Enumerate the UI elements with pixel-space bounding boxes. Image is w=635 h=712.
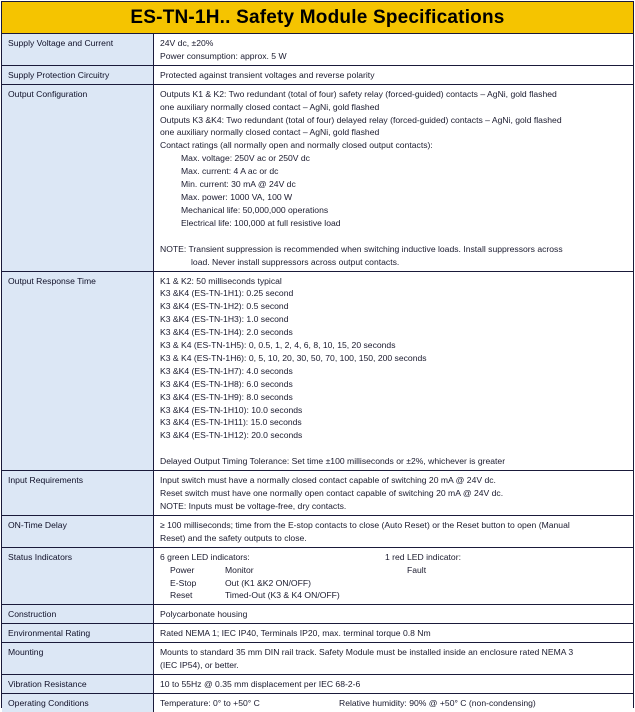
spec-line: K3 &K4 (ES-TN-1H11): 15.0 seconds [160, 417, 302, 428]
red-led-item: Fault [407, 564, 427, 575]
spec-line: K3 &K4 (ES-TN-1H1): 0.25 second [160, 288, 294, 299]
spec-line: K3 &K4 (ES-TN-1H12): 20.0 seconds [160, 430, 303, 441]
row-mounting [2, 643, 633, 675]
led-row [160, 564, 627, 603]
spec-line: Outputs K3 &K4: Two redundant (total of four) delayed relay (forced-guided) contacts – AgNi, gold flashed [160, 114, 562, 125]
row-supply-protection [2, 65, 633, 84]
rating-line: Max. power: 1000 VA, 100 W [181, 191, 293, 202]
row-environmental-rating [2, 624, 633, 643]
spec-line: Reset switch must have one normally open contact capable of switching 20 mA @ 24V dc. [160, 488, 504, 499]
led-grid-wrap [160, 564, 385, 603]
rating-line: Electrical life: 100,000 at full resistive load [181, 217, 341, 228]
spec-line: Outputs K1 & K2: Two redundant (total of four) safety relay (forced-guided) contacts – AgNi, gold flashed [160, 88, 557, 99]
spec-line: (IEC IP54), or better. [160, 660, 239, 671]
row-output-configuration [2, 84, 633, 271]
row-label: Status Indicators [2, 547, 154, 605]
led-name: Power [170, 564, 195, 575]
spec-line: K3 &K4 (ES-TN-1H2): 0.5 second [160, 301, 289, 312]
rating-line: Max. voltage: 250V ac or 250V dc [181, 153, 310, 164]
spec-line: K1 & K2: 50 milliseconds typical [160, 275, 282, 286]
green-led-header: 6 green LED indicators: [160, 551, 250, 562]
rating-line: Max. current: 4 A ac or dc [181, 166, 279, 177]
red-led-header: 1 red LED indicator: [385, 551, 461, 562]
spec-line: K3 &K4 (ES-TN-1H7): 4.0 seconds [160, 365, 293, 376]
operating-row [160, 697, 627, 710]
spec-line: one auxiliary normally closed contact – AgNi, gold flashed [160, 101, 380, 112]
row-status-indicators [2, 547, 633, 605]
spacer [160, 230, 627, 243]
row-value: Protected against transient voltages and reverse polarity [154, 65, 634, 84]
rating-line: Mechanical life: 50,000,000 operations [181, 204, 329, 215]
spec-line: K3 & K4 (ES-TN-1H5): 0, 0.5, 1, 2, 4, 6, 8, 10, 15, 20 seconds [160, 340, 396, 351]
tolerance-line: Delayed Output Timing Tolerance: Set time ±100 milliseconds or ±2%, whichever is greater [160, 456, 506, 467]
spec-line: Reset) and the safety outputs to close. [160, 532, 307, 543]
title-bar [2, 2, 633, 34]
green-led-grid [160, 564, 385, 603]
spec-line: K3 & K4 (ES-TN-1H6): 0, 5, 10, 20, 30, 50, 70, 100, 150, 200 seconds [160, 352, 427, 363]
temperature-value: Temperature: 0° to +50° C [160, 697, 260, 708]
row-label: ON-Time Delay [2, 515, 154, 547]
row-value [154, 471, 634, 516]
row-on-time-delay [2, 515, 633, 547]
row-label: Output Configuration [2, 84, 154, 271]
spacer [160, 442, 627, 455]
spec-line: NOTE: Inputs must be voltage-free, dry contacts. [160, 501, 347, 511]
row-input-requirements [2, 471, 633, 516]
spec-line: K3 &K4 (ES-TN-1H8): 6.0 seconds [160, 378, 293, 389]
spec-line: K3 &K4 (ES-TN-1H3): 1.0 second [160, 314, 289, 325]
spec-line: Mounts to standard 35 mm DIN rail track. Safety Module must be installed inside an enclosure rated NEMA 3 [160, 647, 574, 658]
row-supply-voltage [2, 34, 633, 65]
row-value [154, 643, 634, 675]
row-label: Construction [2, 605, 154, 624]
note-line: NOTE: Transient suppression is recommended when switching inductive loads. Install suppressors across [160, 243, 563, 254]
row-value: Rated NEMA 1; IEC IP40, Terminals IP20, max. terminal torque 0.8 Nm [154, 624, 634, 643]
row-vibration-resistance [2, 674, 633, 693]
row-operating-conditions [2, 693, 633, 711]
humidity-value: Relative humidity: 90% @ +50° C (non-condensing) [339, 697, 536, 708]
note-line: load. Never install suppressors across output contacts. [191, 256, 400, 267]
row-value: 10 to 55Hz @ 0.35 mm displacement per IEC 68-2-6 [154, 674, 634, 693]
spec-table [2, 34, 633, 712]
led-desc: Monitor [225, 564, 254, 575]
rating-line: Min. current: 30 mA @ 24V dc [181, 179, 296, 190]
spec-line: one auxiliary normally closed contact – AgNi, gold flashed [160, 127, 380, 138]
spec-line: Contact ratings (all normally open and normally closed output contacts): [160, 140, 433, 151]
led-header-row [160, 551, 627, 564]
spec-sheet [1, 1, 634, 708]
row-value [154, 693, 634, 711]
spec-line: Power consumption: approx. 5 W [160, 50, 287, 61]
row-label: Operating Conditions [2, 693, 154, 711]
row-value [154, 271, 634, 471]
row-value: Polycarbonate housing [154, 605, 634, 624]
led-desc: Out (K1 &K2 ON/OFF) [225, 577, 311, 588]
row-construction [2, 605, 633, 624]
row-value [154, 84, 634, 271]
spec-line: Input switch must have a normally closed contact capable of switching 20 mA @ 24V dc. [160, 475, 496, 486]
row-label: Mounting [2, 643, 154, 675]
page-title: ES-TN-1H.. Safety Module Specifications [130, 6, 505, 28]
row-output-response-time [2, 271, 633, 471]
spec-line: K3 &K4 (ES-TN-1H9): 8.0 seconds [160, 391, 293, 402]
spec-line: K3 &K4 (ES-TN-1H10): 10.0 seconds [160, 404, 303, 415]
row-label: Environmental Rating [2, 624, 154, 643]
spec-line: 24V dc, ±20% [160, 38, 214, 48]
row-label: Vibration Resistance [2, 674, 154, 693]
row-value [154, 547, 634, 605]
row-label: Input Requirements [2, 471, 154, 516]
led-desc: Timed-Out (K3 & K4 ON/OFF) [225, 590, 340, 601]
spec-line: K3 &K4 (ES-TN-1H4): 2.0 seconds [160, 327, 293, 338]
row-label: Supply Voltage and Current [2, 34, 154, 65]
spec-line: ≥ 100 milliseconds; time from the E-stop contacts to close (Auto Reset) or the Reset button to open (Manual [160, 519, 570, 530]
row-label: Supply Protection Circuitry [2, 65, 154, 84]
led-name: Reset [170, 590, 193, 601]
row-value [154, 515, 634, 547]
led-name: E-Stop [170, 577, 197, 588]
row-label: Output Response Time [2, 271, 154, 471]
row-value [154, 34, 634, 65]
